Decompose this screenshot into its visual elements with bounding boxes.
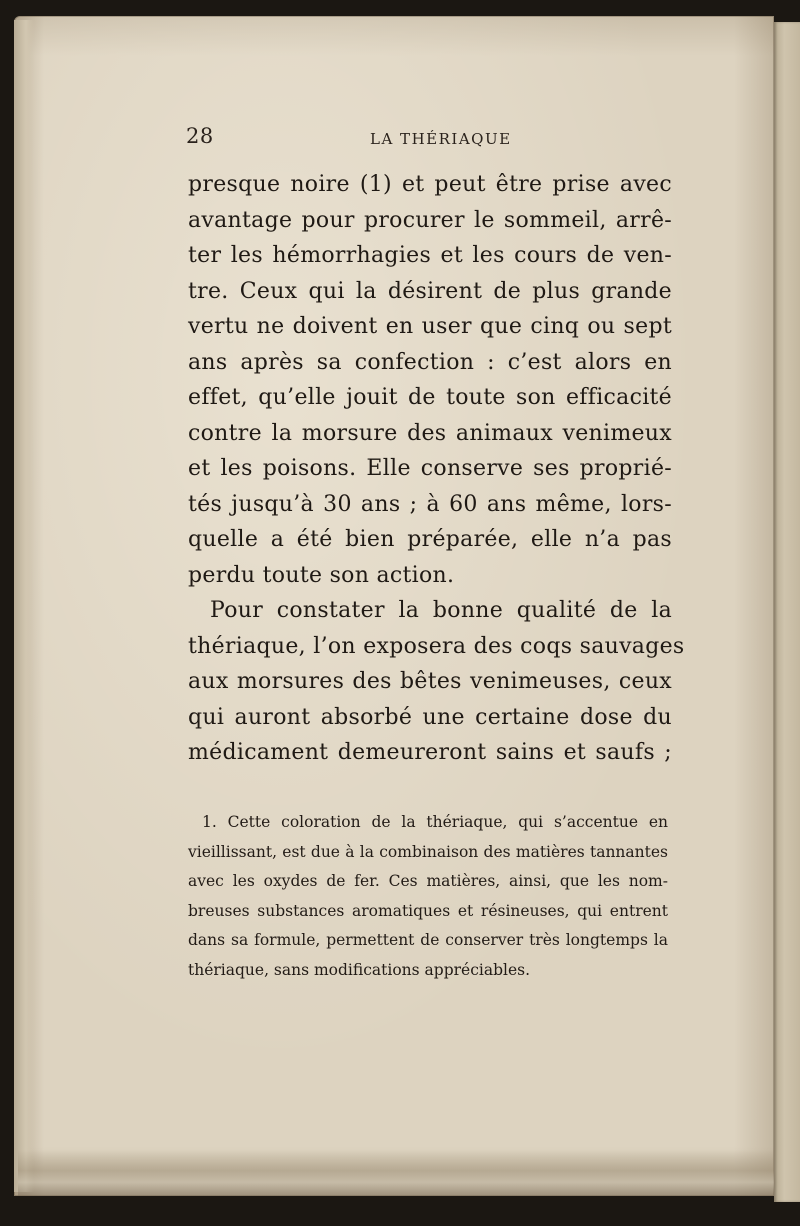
running-head: LA THÉRIAQUE — [370, 130, 512, 148]
main-text — [188, 167, 685, 771]
footnote-line: dans sa formule, permettent de conserver très longtemps la — [188, 931, 668, 949]
footnote-line: vieillissant, est due à la combinaison des matières tannantes — [188, 842, 668, 861]
text-line: ans après sa confection : c’est alors en — [188, 349, 672, 375]
page-gutter-shadow — [14, 20, 34, 1192]
text-line: et les poisons. Elle conserve ses proprié- — [188, 456, 672, 481]
text-line: médicament demeureront sains et saufs ; — [188, 740, 672, 765]
text-line: thériaque, l’on exposera des coqs sauvages — [188, 633, 685, 659]
footnote-line: avec les oxydes de fer. Ces matières, ainsi, que les nom- — [188, 872, 668, 890]
text-line: presque noire (1) et peut être prise avec — [188, 172, 672, 197]
text-line: vertu ne doivent en user que cinq ou sept — [188, 314, 672, 339]
text-line: aux morsures des bêtes venimeuses, ceux — [188, 669, 672, 694]
text-line: avantage pour procurer le sommeil, arrê- — [188, 207, 672, 233]
text-line: tés jusqu’à 30 ans ; à 60 ans même, lors- — [188, 491, 672, 517]
facing-page-edge — [774, 22, 800, 1202]
text-line: qui auront absorbé une certaine dose du — [188, 704, 672, 730]
text-line: tre. Ceux qui la désirent de plus grande — [188, 278, 672, 304]
text-line: perdu toute son action. — [188, 562, 455, 588]
text-line: effet, qu’elle jouit de toute son efficacité — [188, 385, 672, 410]
page-header — [186, 124, 676, 158]
footnote — [188, 808, 668, 985]
footnote-line: 1. Cette coloration de la thériaque, qui s’accentue en — [202, 813, 668, 831]
text-line: ter les hémorrhagies et les cours de ven- — [188, 243, 672, 268]
page-bottom-edge — [18, 1150, 774, 1196]
text-line: quelle a été bien préparée, elle n’a pas — [188, 527, 672, 552]
page-number: 28 — [186, 124, 214, 148]
footnote-line: thériaque, sans modifications appréciables. — [188, 960, 531, 979]
text-line: contre la morsure des animaux venimeux — [188, 420, 672, 446]
footnote-line: breuses substances aromatiques et résineuses, qui entrent — [188, 901, 668, 920]
text-line: Pour constater la bonne qualité de la — [210, 598, 672, 623]
